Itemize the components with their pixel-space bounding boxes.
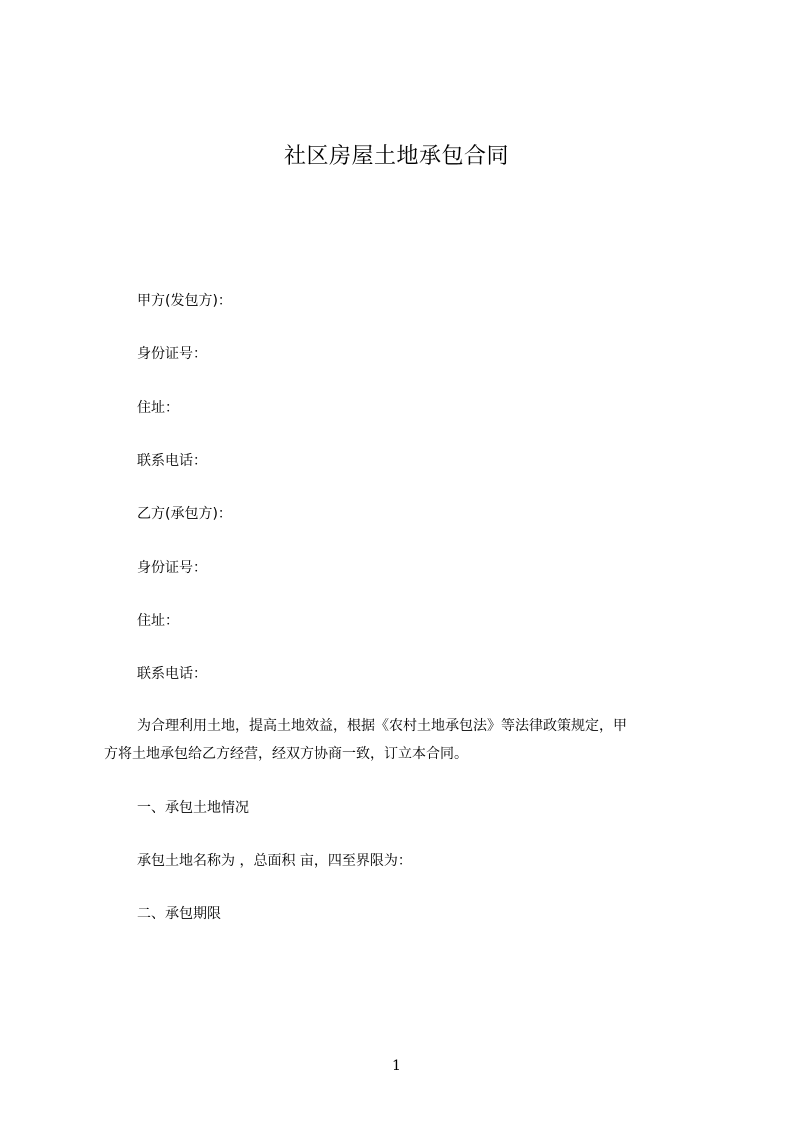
preamble-line-1: 为合理利用土地，提高土地效益，根据《农村土地承包法》等法律政策规定，甲 — [137, 718, 627, 734]
party-a-id-label: 身份证号： — [137, 346, 207, 362]
preamble-paragraph — [104, 716, 704, 766]
party-a-phone-label: 联系电话： — [137, 453, 207, 469]
party-a-label: 甲方(发包方)： — [137, 293, 232, 309]
party-b-address-label: 住址： — [137, 613, 179, 629]
document-title: 社区房屋土地承包合同 — [283, 144, 509, 169]
party-b-label: 乙方(承包方)： — [137, 506, 232, 522]
section-1-heading: 一、承包土地情况 — [137, 800, 249, 816]
section-2-heading: 二、承包期限 — [137, 906, 221, 922]
section-1-text: 承包土地名称为 ，总面积 亩，四至界限为： — [137, 853, 412, 869]
preamble-line-2: 方将土地承包给乙方经营，经双方协商一致，订立本合同。 — [104, 746, 468, 762]
party-b-id-label: 身份证号： — [137, 560, 207, 576]
page-number: 1 — [392, 1058, 401, 1074]
party-a-address-label: 住址： — [137, 400, 179, 416]
party-b-phone-label: 联系电话： — [137, 666, 207, 682]
